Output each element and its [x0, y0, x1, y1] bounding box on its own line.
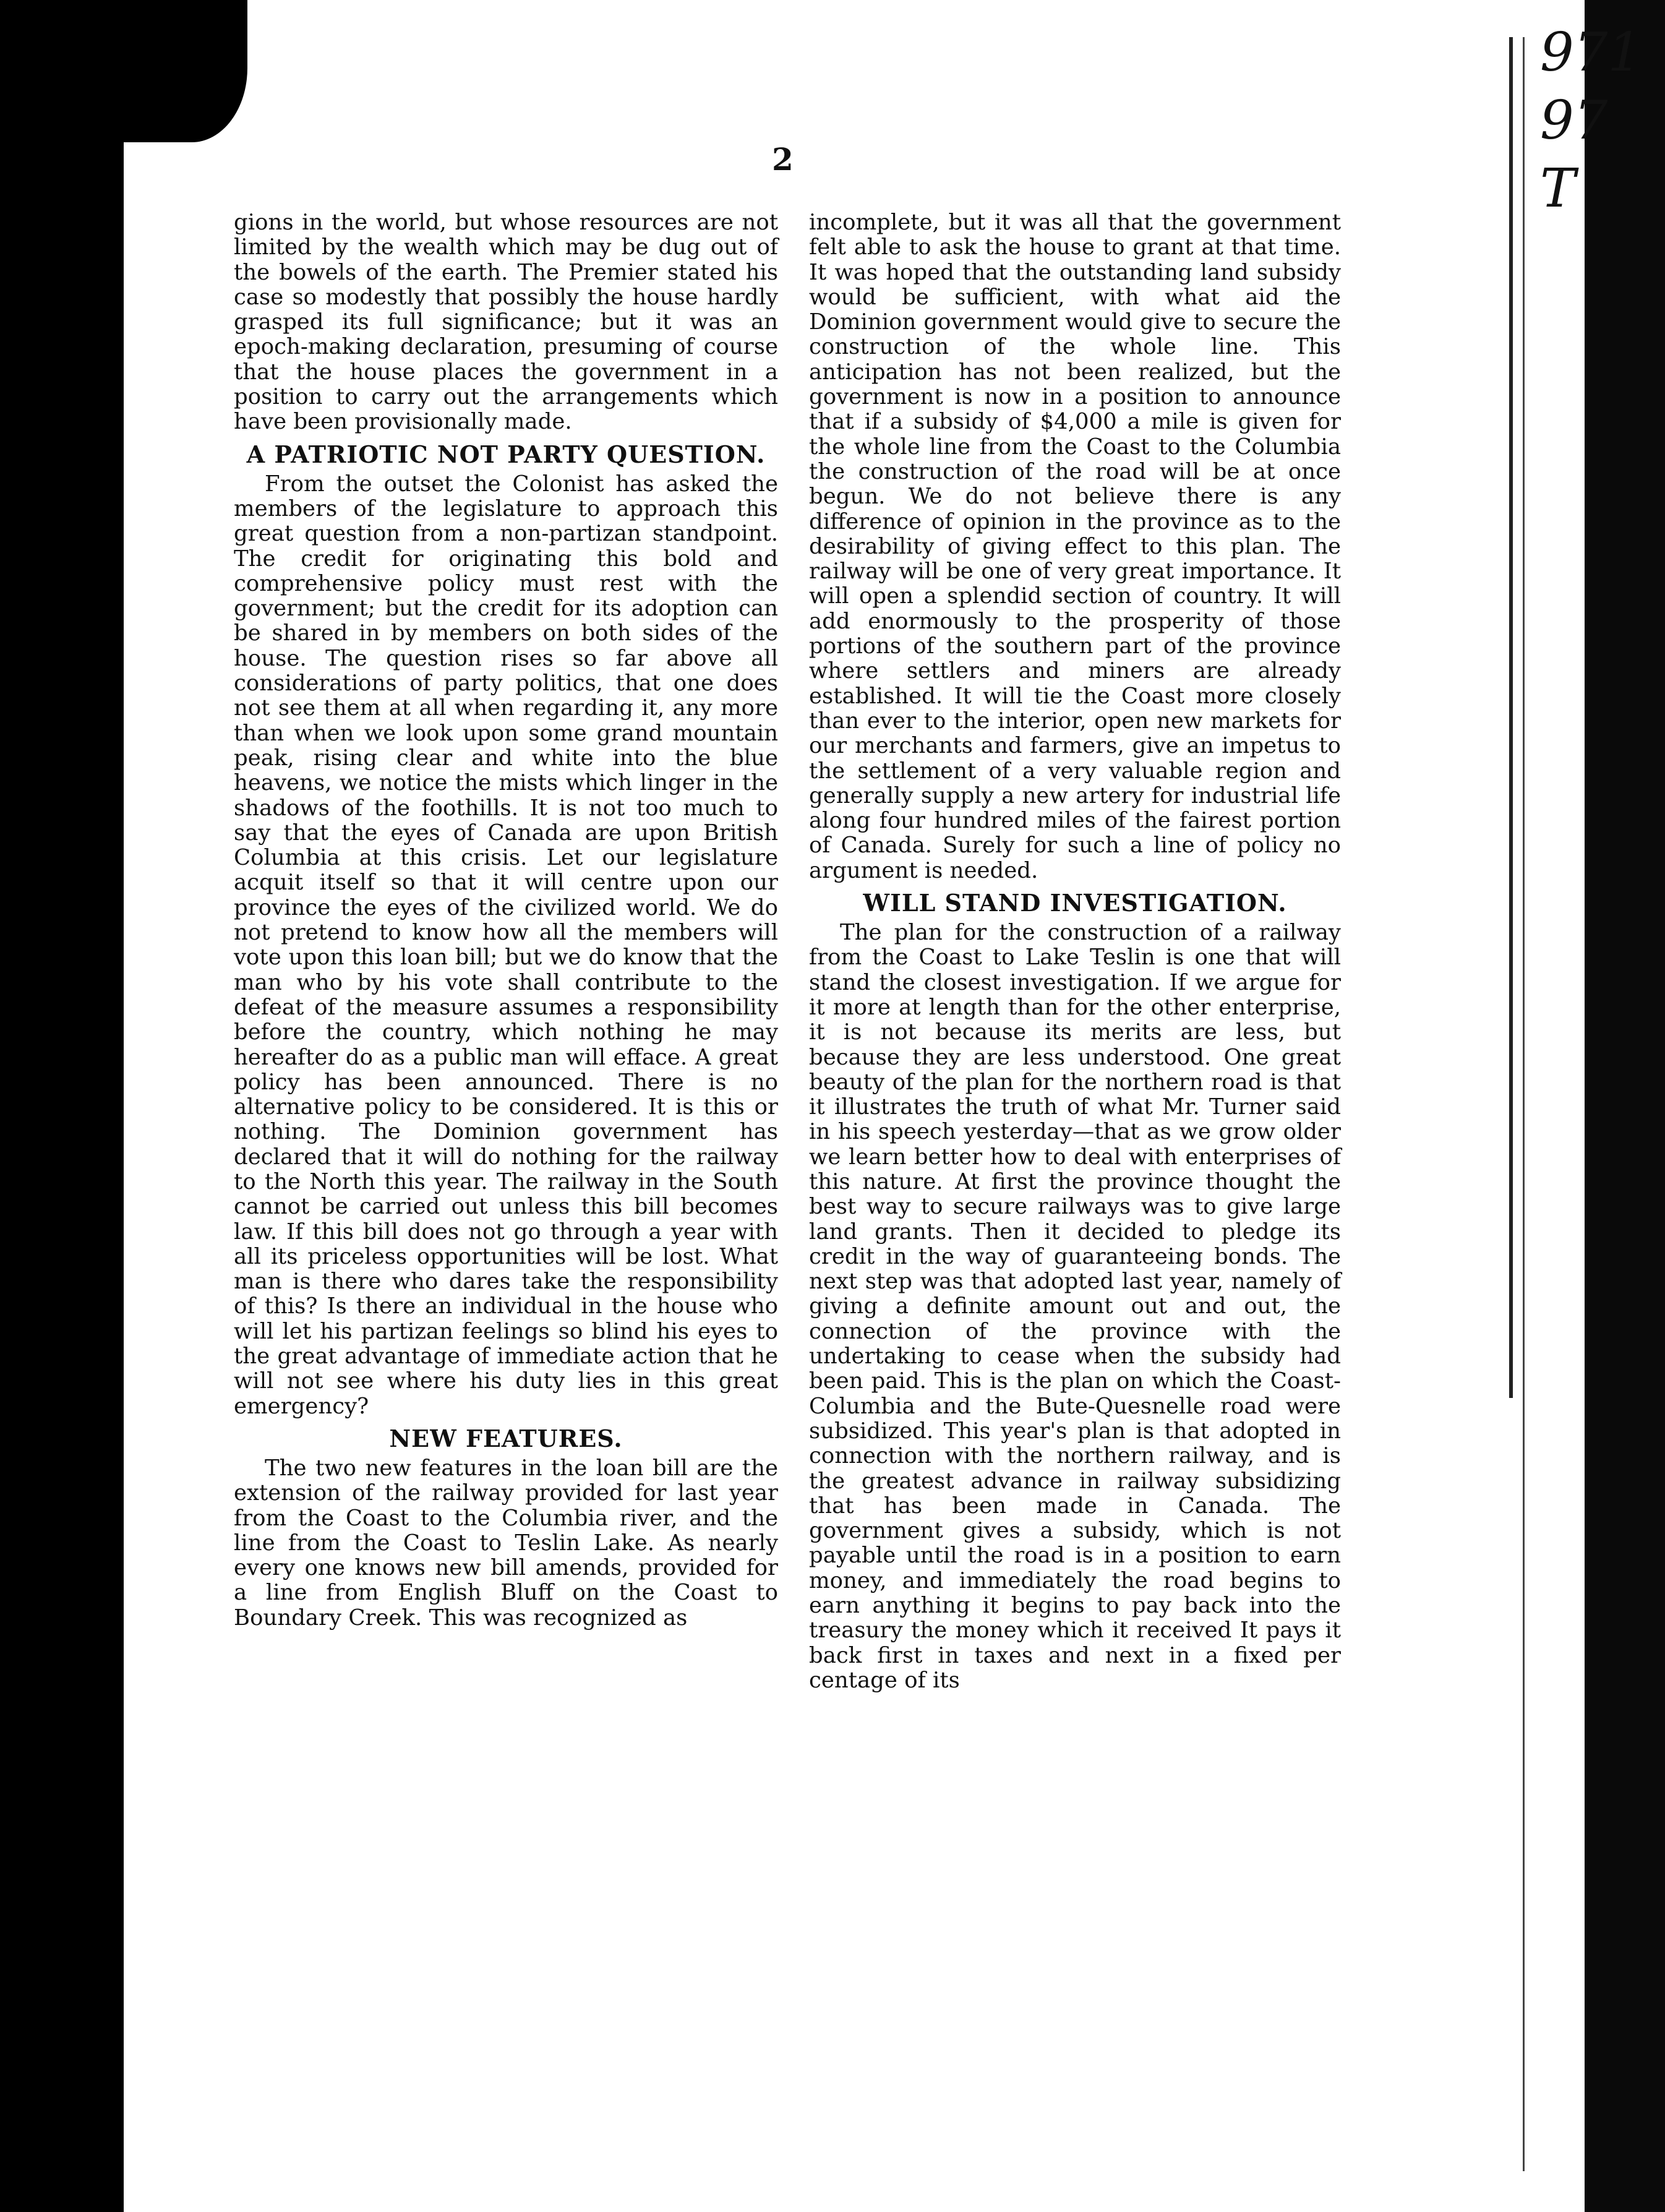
left-paragraph-1: gions in the world, but whose resources are not limited by the wealth which may be dug out of the bowels of the earth. The Premier stated his case so modestly that possibly the house hardly grasped its full significance; but it was an epoch-making declaration, presuming of course that the house places the government in a position to carry out the arrangements which have been provisionally made.: [234, 210, 778, 435]
binding-edge: [1509, 37, 1513, 1398]
heading-new-features: NEW FEATURES.: [389, 1424, 623, 1452]
handwritten-note: [1540, 19, 1664, 220]
left-column: [234, 210, 778, 1631]
heading-patriotic-question: A PATRIOTIC NOT PARTY QUESTION.: [246, 440, 766, 468]
right-paragraph-2: The plan for the construction of a railway from the Coast to Lake Teslin is one that will stand the closest investigation. If we argue for it more at length than for the other enterprise, it is not because its merits are less, but because they are less understood. One great beauty of the plan for the northern road is that it illustrates the truth of what Mr. Turner said in his speech yesterday—that as we grow older we learn better how to deal with enterprises of this nature. At first the province thought the best way to secure railways was to give large land grants. Then it decided to pledge its credit in the way of guaranteeing bonds. The next step was that adopted last year, namely of giving a definite amount out and out, the connection of the province with the undertaking to cease when the subsidy had been paid. This is the plan on which the Coast-Columbia and the Bute-Quesnelle road were subsidized. This year's plan is that adopted in connection with the northern railway, and is the greatest advance in railway subsidizing that has been made in Canada. The government gives a subsidy, which is not payable until the road is in a position to earn money, and immediately the road begins to earn anything it begins to pay back into the treasury the money which it received It pays it back first in taxes and next in a fixed per centage of its: [809, 920, 1341, 1693]
left-paragraph-3: The two new features in the loan bill are the extension of the railway provided for last year from the Coast to the Columbia river, and the line from the Coast to Teslin Lake. As nearly every one knows new bill amends, provided for a line from English Bluff on the Coast to Boundary Creek. This was recognized as: [234, 1455, 778, 1631]
left-paragraph-2: From the outset the Colonist has asked the members of the legislature to approach this great question from a non-partizan standpoint. The credit for originating this bold and comprehensive policy must rest with the government; but the credit for its adoption can be shared in by members on both sides of the house. The question rises so far above all considerations of party politics, that one does not see them at all when regarding it, any more than when we look upon some grand mountain peak, rising clear and white into the blue heavens, we notice the mists which linger in the shadows of the foothills. It is not too much to say that the eyes of Canada are upon British Columbia at this crisis. Let our legislature acquit itself so that it will centre upon our province the eyes of the civilized world. We do not pretend to know how all the members will vote upon this loan bill; but we do know that the man who by his vote shall contribute to the defeat of the measure assumes a responsibility before the country, which nothing he may hereafter do as a public man will efface. A great policy has been announced. There is no alternative policy to be considered. It is this or nothing. The Dominion government has declared that it will do nothing for the railway to the North this year. The railway in the South cannot be carried out unless this bill becomes law. If this bill does not go through a year with all its priceless opportunities will be lost. What man is there who dares take the responsibility of this? Is there an individual in the house who will let his partizan feelings so blind his eyes to the great advantage of immediate action that he will not see where his duty lies in this great emergency?: [234, 471, 778, 1419]
page-number: 2: [772, 141, 794, 178]
handwritten-line-3: T: [1540, 158, 1576, 220]
right-paragraph-1: incomplete, but it was all that the government felt able to ask the house to grant at that time. It was hoped that the outstanding land subsidy would be sufficient, with what aid the Dominion government would give to secure the construction of the whole line. This anticipation has not been realized, but the government is now in a position to announce that if a subsidy of $4,000 a mile is given for the whole line from the Coast to the Columbia the construction of the road will be at once begun. We do not believe there is any difference of opinion in the province as to the desirability of giving effect to this plan. The railway will be one of very great importance. It will open a splendid section of country. It will add enormously to the prosperity of those portions of the southern part of the province where settlers and miners are already established. It will tie the Coast more closely than ever to the interior, open new markets for our merchants and farmers, give an impetus to the settlement of a very valuable region and generally supply a new artery for industrial life along four hundred miles of the fairest portion of Canada. Surely for such a line of policy no argument is needed.: [809, 210, 1341, 883]
binding-edge-outer: [1523, 37, 1525, 2171]
handwritten-line-2: 97: [1540, 90, 1608, 152]
dark-left-margin: [0, 0, 124, 2212]
right-column: [809, 210, 1341, 1693]
heading-will-stand-investigation: WILL STAND INVESTIGATION.: [863, 889, 1287, 917]
dark-right-margin: [1585, 0, 1665, 2212]
torn-corner: [111, 0, 247, 142]
handwritten-line-1: 971: [1540, 22, 1642, 84]
